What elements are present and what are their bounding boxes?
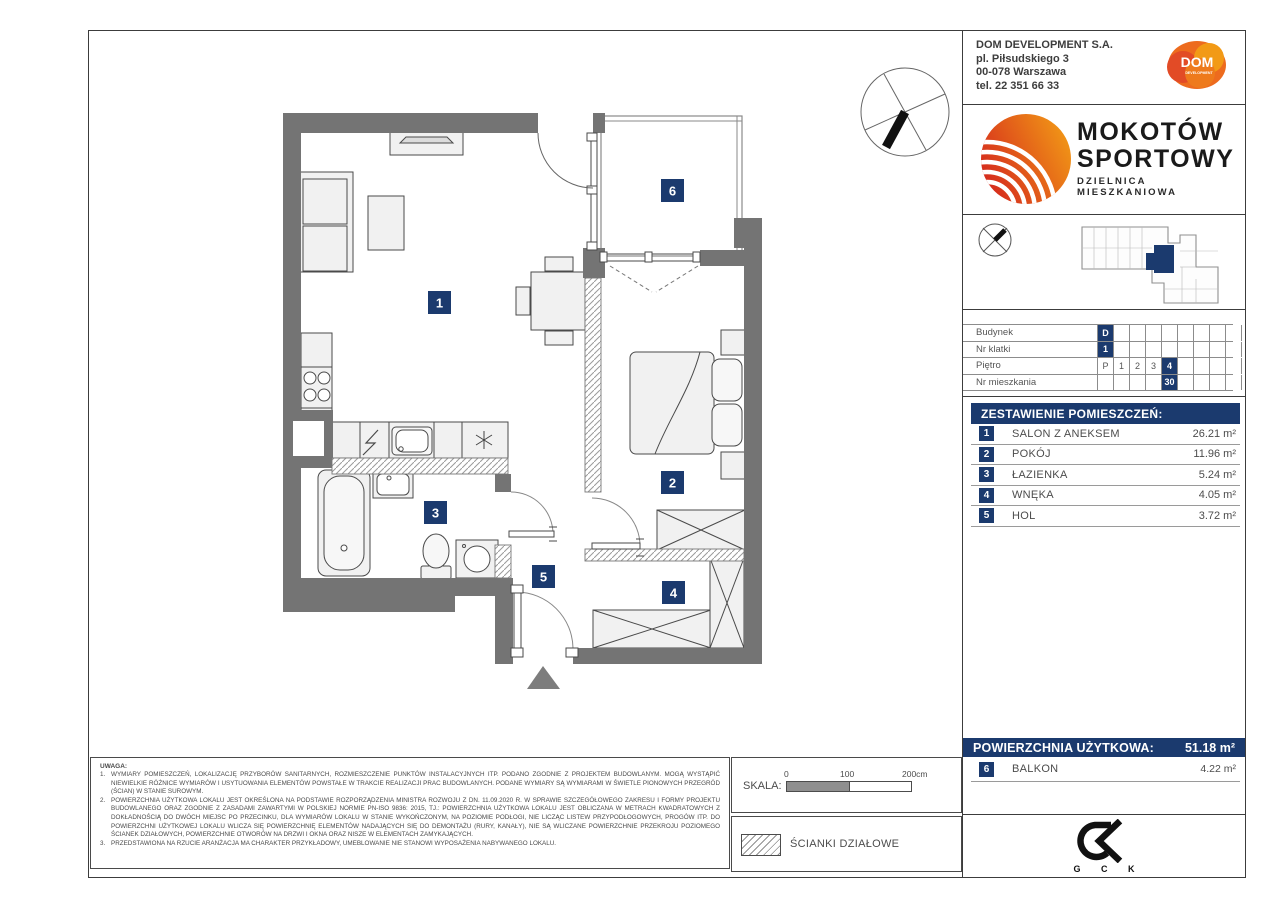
- room-label-6: [661, 179, 684, 202]
- partition-hatch-swatch: [741, 834, 781, 856]
- table-row: Piętro P 1 2 3 4: [963, 358, 1233, 375]
- tilt-door-dashes: [610, 266, 698, 292]
- pillow: [712, 404, 742, 446]
- room-label-5: [532, 565, 555, 588]
- fridge: [301, 333, 332, 367]
- wardrobe: [593, 610, 711, 648]
- scale-tick-200: 200cm: [902, 769, 928, 779]
- notes-box: [90, 757, 730, 869]
- balcony-row: 6 BALKON 4.22 m²: [971, 757, 1240, 782]
- brand-title-line1: MOKOTÓW: [1077, 118, 1224, 146]
- dining-table: [516, 257, 585, 345]
- bedroom-furniture: [630, 330, 747, 550]
- balcony-section: [963, 757, 1245, 815]
- room-label-3: [424, 501, 447, 524]
- tv-cabinet: [390, 130, 463, 155]
- note-item: POWIERZCHNIA UŻYTKOWA LOKALU JEST OKREŚLONA NA PODSTAWIE ROZPORZĄDZENIA MINISTRA ROZWOJU Z DN. 11.09.2020 R. W SPRAWIE SZCZEGÓŁOWEGO ZAKRESU I FORMY PROJEKTU BUDOWLANEGO ORAZ ZGODNIE Z ZASADAMI ZAWARTYMI W POLSKIEJ NORMIE PN-ISO 9836: 2015, TJ.: POWIERZCHNIA UŻYTKOWA LOKALU JEST OBLICZANA W METRACH KWADRATOWYCH Z DOKŁADNOŚCIĄ DO DWÓCH MIEJSC PO PRZECINKU, DLA WYMIARÓW LOKALU W STANIE WYKOŃCZONYM, NA POZIOMIE PODŁOGI, NIE LICZĄC LISTEW PRZYPODŁOGOWYCH, PROGÓW ITP. DO POWIERZCHNI UŻYTKOWEJ LOKALU WLICZA SIĘ POWIERZCHNIĘ ELEMENTÓW NADAJĄCYCH SIĘ DO DEMONTAŻU (RURY, KANAŁY), NIE SĄ WLICZANE POWIERZCHNIE PRZEKROJU POZIOMEGO ŚCIANEK DZIAŁOWYCH, POWIERZCHNIE OTWORÓW NA DRZWI I OKNA ORAZ NISZE W ELEMENTACH ZAMYKAJĄCYCH.: [111, 796, 720, 839]
- brand-section: [963, 105, 1245, 215]
- notes-list: [100, 771, 720, 848]
- note-item: WYMIARY POMIESZCZEŃ, LOKALIZACJĘ PRZYBORÓW SANITARNYCH, ROZMIESZCZENIE PUNKTÓW INSTALACYJNYCH ITP. PODANO ZGODNIE Z PROJEKTEM BUDOWLANYM. MOGĄ WYSTĄPIĆ NIEWIELKIE RÓŻNICE WYMIARÓW I USYTUOWANIA ELEMENTÓW POWSTAŁE W TRAKCIE REALIZACJI PRAC BUDOWLANYCH. PODANE WYMIARY SĄ WYMIARAMI W ŚWIETLE PIONOWYCH PRZEGRÓD (ŚCIAN) W STANIE SUROWYM.: [111, 771, 720, 796]
- site-plan-thumbnail: [1070, 221, 1235, 305]
- company-name: DOM DEVELOPMENT S.A.: [976, 39, 1113, 51]
- highlighted-unit: [1154, 245, 1174, 273]
- room-row: 2 POKÓJ 11.96 m²: [971, 445, 1240, 466]
- company-section: [963, 30, 1245, 105]
- bed: [630, 352, 714, 454]
- gck-letters: G C K: [1073, 863, 1144, 874]
- pillow: [712, 359, 742, 401]
- company-address1: pl. Piłsudskiego 3: [976, 52, 1069, 65]
- note-item: PRZEDSTAWIONA NA RZUCIE ARANŻACJA MA CHARAKTER PRZYKŁADOWY, UMEBLOWANIE NIE STANOWI WYPOSAŻENIA NABYWANEGO LOKALU.: [111, 839, 557, 847]
- sofa: [295, 172, 353, 272]
- svg-text:1: 1: [435, 295, 444, 311]
- scale-tick-100: 100: [840, 769, 855, 779]
- brand-text: [1077, 119, 1245, 198]
- partition-wall: [585, 549, 744, 561]
- rooms-header: ZESTAWIENIE POMIESZCZEŃ:: [971, 403, 1240, 424]
- wardrobe: [710, 558, 744, 648]
- svg-text:2: 2: [668, 475, 677, 491]
- dom-development-logo: [1165, 38, 1229, 92]
- room-row: 1 SALON Z ANEKSEM 26.21 m²: [971, 424, 1240, 445]
- partition-wall: [585, 278, 601, 492]
- compass-icon: [861, 68, 949, 156]
- room-row: 4 WNĘKA 4.05 m²: [971, 486, 1240, 507]
- room-number-badge: 4: [979, 488, 994, 503]
- svg-text:5: 5: [539, 569, 548, 585]
- total-area-section: [963, 738, 1245, 757]
- scale-box: [731, 757, 962, 813]
- table-row: Budynek D: [963, 324, 1233, 342]
- svg-text:DEVELOPMENT: DEVELOPMENT: [1185, 71, 1213, 75]
- total-area-value: 51.18 m²: [1184, 740, 1235, 755]
- balcony-door: [538, 133, 593, 188]
- dining-chair: [516, 287, 530, 315]
- partition-wall: [332, 458, 508, 474]
- room-row: 5 HOL 3.72 m²: [971, 506, 1240, 527]
- room-row: 3 ŁAZIENKA 5.24 m²: [971, 465, 1240, 486]
- svg-text:4: 4: [669, 585, 678, 601]
- bathroom-door: [509, 492, 557, 541]
- company-address2: 00-078 Warszawa: [976, 66, 1067, 78]
- balcony-window: [600, 252, 700, 262]
- room-number-badge: 6: [979, 762, 994, 777]
- legend-label: ŚCIANKI DZIAŁOWE: [790, 838, 900, 850]
- total-area-label: POWIERZCHNIA UŻYTKOWA:: [973, 740, 1155, 755]
- bathroom-fixtures: [318, 470, 498, 579]
- entrance-door: [511, 585, 578, 657]
- dining-chair: [545, 331, 573, 345]
- partition-wall: [495, 545, 511, 578]
- bedroom-door: [592, 498, 644, 556]
- architect-logo-section: [963, 815, 1245, 877]
- mini-compass-icon: [975, 220, 1015, 260]
- room-label-4: [662, 581, 685, 604]
- room-number-badge: 1: [979, 426, 994, 441]
- unit-info-section: [963, 310, 1245, 397]
- nightstand: [721, 452, 747, 479]
- nightstand: [721, 330, 747, 355]
- room-number-badge: 5: [979, 508, 994, 523]
- rooms-section: [963, 397, 1245, 738]
- entrance-arrow: [527, 666, 560, 689]
- room-label-2: [661, 471, 684, 494]
- scale-label: SKALA:: [743, 780, 782, 792]
- sidebar: [962, 30, 1245, 877]
- unit-info-table: [963, 324, 1233, 391]
- scale-tick-0: 0: [784, 769, 789, 779]
- brand-subtitle: DZIELNICA MIESZKANIOWA: [1077, 176, 1178, 198]
- shaft-opening: [293, 421, 324, 456]
- dining-chair: [545, 257, 573, 271]
- svg-text:6: 6: [668, 183, 677, 199]
- siteplan-section: [963, 215, 1245, 310]
- gck-logo: [1064, 819, 1144, 863]
- notes-title: UWAGA:: [100, 763, 128, 770]
- room-label-1: [428, 291, 451, 314]
- mokotow-sportowy-logo-icon: [979, 112, 1073, 206]
- legend-box: [731, 816, 962, 872]
- svg-text:3: 3: [431, 505, 440, 521]
- company-phone: tel. 22 351 66 33: [976, 79, 1060, 92]
- table-row: Nr mieszkania 30: [963, 375, 1233, 392]
- room-number-badge: 3: [979, 467, 994, 482]
- total-area-bar: [963, 738, 1245, 757]
- svg-text:DOM: DOM: [1180, 54, 1214, 70]
- wardrobe: [657, 510, 745, 550]
- coffee-table: [368, 196, 404, 250]
- table-row: Nr klatki 1: [963, 342, 1233, 359]
- living-room-window: [587, 133, 597, 250]
- brand-title-line2: SPORTOWY: [1077, 145, 1235, 173]
- floor-plan: [88, 30, 962, 756]
- room-number-badge: 2: [979, 447, 994, 462]
- scale-bar: [786, 781, 912, 792]
